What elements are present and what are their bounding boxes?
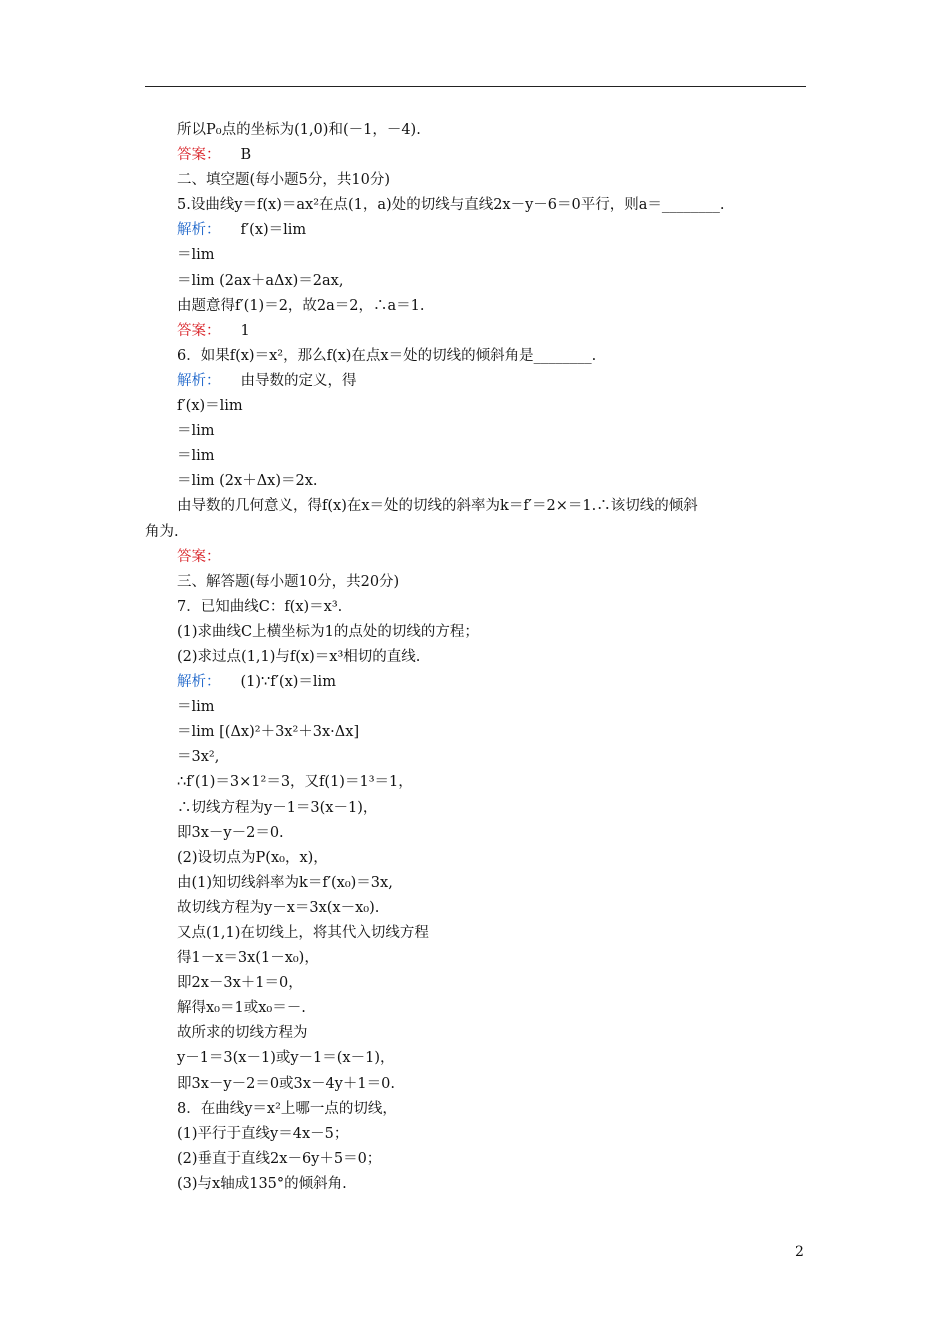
line-text: (1)∵f′(x)＝lim xyxy=(240,674,336,691)
line-text: 6．如果f(x)＝x²，那么f(x)在点x＝处的切线的倾斜角是________. xyxy=(177,347,597,364)
line-text: ＝lim [(Δx)²＋3x²＋3x·Δx] xyxy=(177,724,360,741)
line-text: 即3x－y－2＝0或3x－4y＋1＝0. xyxy=(177,1075,395,1092)
text-line xyxy=(145,821,810,846)
text-line xyxy=(145,971,810,996)
line-text: 由导数的几何意义，得f(x)在x＝处的切线的斜率为k＝f′＝2×＝1.∴该切线的倾斜 xyxy=(177,498,698,515)
text-line xyxy=(145,896,810,921)
text-line xyxy=(145,143,810,168)
line-text: 角为. xyxy=(145,523,179,540)
text-line xyxy=(145,419,810,444)
line-text: f′(x)＝lim xyxy=(177,398,243,415)
text-line xyxy=(145,168,810,193)
text-line xyxy=(145,444,810,469)
line-text: ∴f′(1)＝3×1²＝3，又f(1)＝1³＝1， xyxy=(177,774,413,791)
text-line xyxy=(145,996,810,1021)
text-line xyxy=(145,846,810,871)
text-line xyxy=(145,1172,810,1197)
document-body xyxy=(145,118,810,1197)
text-line xyxy=(145,796,810,821)
line-text: ＝lim xyxy=(177,247,215,264)
answer-label: 答案： xyxy=(177,548,221,565)
line-text: (2)垂直于直线2x－6y＋5＝0； xyxy=(177,1150,382,1167)
line-text: ＝lim (2x＋Δx)＝2x. xyxy=(177,473,318,490)
line-text: (2)设切点为P(x₀，x)， xyxy=(177,849,328,866)
line-text: (1)求曲线C上横坐标为1的点处的切线的方程； xyxy=(177,623,479,640)
text-line xyxy=(145,770,810,795)
line-text: ∴切线方程为y－1＝3(x－1)， xyxy=(177,799,378,816)
line-text: 7．已知曲线C：f(x)＝x³. xyxy=(177,598,343,615)
text-line xyxy=(145,269,810,294)
text-line xyxy=(145,1122,810,1147)
line-text: ＝lim xyxy=(177,699,215,716)
text-line xyxy=(145,520,810,545)
line-text: 解得x₀＝1或x₀＝－. xyxy=(177,1000,306,1017)
text-line xyxy=(145,1046,810,1071)
text-line xyxy=(145,294,810,319)
text-line xyxy=(145,745,810,770)
line-text: 又点(1,1)在切线上，将其代入切线方程 xyxy=(177,925,429,941)
text-line xyxy=(145,243,810,268)
text-line xyxy=(145,193,810,218)
page-number: 2 xyxy=(795,1244,804,1260)
text-line xyxy=(145,670,810,695)
text-line xyxy=(145,946,810,971)
text-line xyxy=(145,921,810,946)
line-text: 即2x－3x＋1＝0， xyxy=(177,975,303,992)
line-text: (3)与x轴成135°的倾斜角. xyxy=(177,1175,347,1192)
text-line xyxy=(145,218,810,243)
analysis-label: 解析： xyxy=(177,222,221,239)
line-text: y－1＝3(x－1)或y－1＝(x－1)， xyxy=(177,1050,395,1067)
text-line xyxy=(145,469,810,494)
answer-label: 答案： xyxy=(177,322,221,339)
line-text: 由题意得f′(1)＝2，故2a＝2，∴a＝1. xyxy=(177,297,425,314)
line-text: 得1－x＝3x(1－x₀)， xyxy=(177,950,319,967)
line-text: ＝3x², xyxy=(177,749,220,766)
line-text: 即3x－y－2＝0. xyxy=(177,824,284,841)
text-line xyxy=(145,595,810,620)
line-text: 故切线方程为y－x＝3x(x－x₀). xyxy=(177,899,380,916)
line-text: 故所求的切线方程为 xyxy=(177,1025,308,1042)
line-text: (1)平行于直线y＝4x－5； xyxy=(177,1125,349,1142)
header-rule xyxy=(145,86,806,87)
text-line xyxy=(145,545,810,570)
text-line xyxy=(145,494,810,519)
text-line xyxy=(145,118,810,143)
text-line xyxy=(145,1097,810,1122)
text-line xyxy=(145,695,810,720)
line-text: B xyxy=(240,147,252,164)
analysis-label: 解析： xyxy=(177,372,221,389)
line-text: 二、填空题(每小题5分，共10分) xyxy=(177,172,390,189)
text-line xyxy=(145,344,810,369)
line-text: ＝lim (2ax＋aΔx)＝2ax, xyxy=(177,272,344,289)
line-text: 所以P₀点的坐标为(1,0)和(－1，－4). xyxy=(177,122,421,138)
line-text: 三、解答题(每小题10分，共20分) xyxy=(177,573,400,590)
text-line xyxy=(145,720,810,745)
line-text: ＝lim xyxy=(177,423,215,440)
text-line xyxy=(145,1147,810,1172)
analysis-label: 解析： xyxy=(177,674,221,691)
text-line xyxy=(145,319,810,344)
text-line xyxy=(145,1021,810,1046)
text-line xyxy=(145,1072,810,1097)
text-line xyxy=(145,369,810,394)
text-line xyxy=(145,570,810,595)
text-line xyxy=(145,394,810,419)
line-text: f′(x)＝lim xyxy=(240,222,307,239)
line-text: 5.设曲线y＝f(x)＝ax²在点(1，a)处的切线与直线2x－y－6＝0平行，则a＝________. xyxy=(177,197,725,214)
answer-label: 答案： xyxy=(177,147,221,164)
line-text: 8．在曲线y＝x²上哪一点的切线， xyxy=(177,1100,397,1117)
line-text: ＝lim xyxy=(177,448,215,465)
text-line xyxy=(145,620,810,645)
line-text: 由(1)知切线斜率为k＝f′(x₀)＝3x, xyxy=(177,874,393,891)
line-text: (2)求过点(1,1)与f(x)＝x³相切的直线. xyxy=(177,648,421,665)
text-line xyxy=(145,871,810,896)
text-line xyxy=(145,645,810,670)
line-text: 1 xyxy=(240,322,250,339)
line-text: 由导数的定义，得 xyxy=(240,372,357,389)
